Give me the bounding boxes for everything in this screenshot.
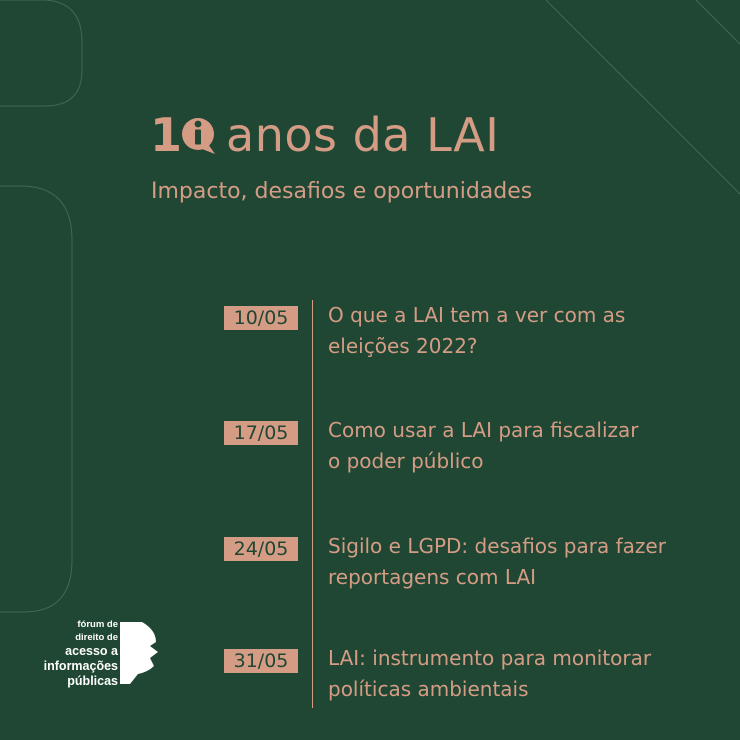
brand-line: fórum de: [77, 619, 118, 630]
event-title: Sigilo e LGPD: desafios para fazer reportagens com LAI: [328, 534, 666, 589]
event-item: [0, 415, 740, 485]
event-item: [0, 300, 740, 370]
event-date: 31/05: [224, 649, 298, 673]
profile-logo-icon: [120, 622, 160, 684]
title-text: anos da LAI: [226, 108, 500, 162]
event-date: 10/05: [224, 306, 298, 330]
event-date: 17/05: [224, 421, 298, 445]
brand-line: públicas: [67, 674, 118, 688]
brand-logo: [40, 618, 164, 688]
brand-line: acesso a: [65, 644, 118, 658]
event-title: LAI: instrumento para monitorar políticas ambientais: [328, 646, 652, 701]
brand-line: informações: [43, 659, 118, 673]
brand-name: [44, 618, 118, 689]
page-subtitle: Impacto, desafios e oportunidades: [151, 179, 533, 204]
event-title: O que a LAI tem a ver com as eleições 2022?: [328, 303, 626, 358]
event-date: 24/05: [224, 537, 298, 561]
event-item: [0, 531, 740, 601]
title-number: 1: [150, 108, 181, 162]
information-bubble-icon: [182, 110, 216, 160]
page-title: [150, 108, 499, 162]
event-title: Como usar a LAI para fiscalizar o poder público: [328, 418, 639, 473]
brand-line: direito de: [75, 632, 118, 643]
